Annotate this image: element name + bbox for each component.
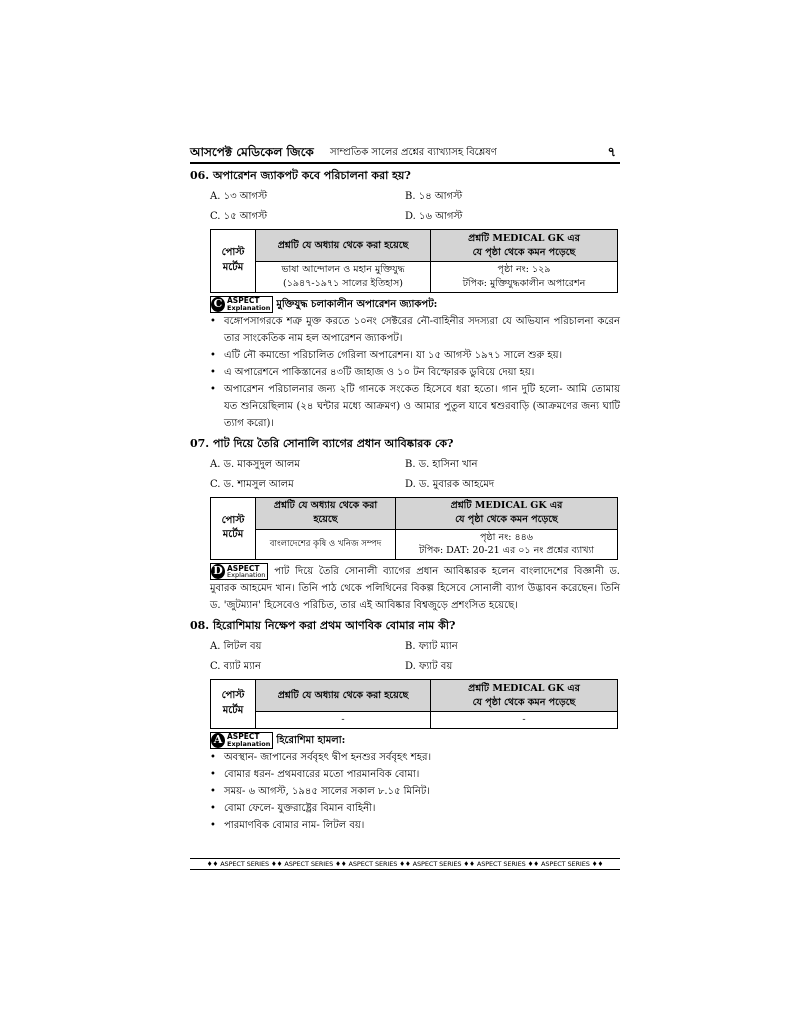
chapter-value: ভাষা আন্দোলন ও মহান মুক্তিযুদ্ধ (১৯৪৭-১৯৭১ সালের ইতিহাস)	[256, 262, 431, 293]
explanation-bullets	[210, 313, 620, 432]
aspect-explanation-badge: C ASPECT Explanation	[210, 296, 273, 313]
page-header	[190, 140, 620, 162]
aspect-explanation-badge: A ASPECT Explanation	[210, 732, 273, 749]
bullet-item: • বঙ্গোপসাগরকে শত্রু মুক্ত করতে ১০নং সেক্টরের নৌ-বাহিনীর সদস্যরা যে অভিযান পরিচালনা করেন তার সাংকেতিক নাম হল অপারেশন জ্যাকপট।	[210, 313, 620, 347]
postmortem-label: পোস্ট মর্টেম	[211, 230, 256, 293]
aspect-explanation-badge: D ASPECT Explanation	[210, 563, 268, 580]
option-b: B. ফ্যাট ম্যান	[405, 641, 458, 653]
page-content	[190, 140, 620, 834]
option-a: A. ১৩ আগস্ট	[210, 191, 268, 202]
option-d: D. ড. মুবারক আহমেদ	[405, 478, 495, 490]
postmortem-label: পোস্ট মর্টেম	[211, 497, 256, 560]
bullet-item: • সময়- ৬ আগস্ট, ১৯৪৫ সালের সকাল ৮.১৫ মিনিট।	[210, 783, 620, 800]
option-d: D. ১৬ আগস্ট	[405, 211, 463, 222]
page-heading: প্রশ্নটি MEDICAL GK এর যে পৃষ্ঠা থেকে কমন পড়েছে	[396, 497, 618, 529]
explanation-06	[210, 296, 620, 432]
book-title: আসপেক্ট মেডিকেল জিকে	[190, 145, 314, 159]
page-heading: প্রশ্নটি MEDICAL GK এর যে পৃষ্ঠা থেকে কমন পড়েছে	[431, 680, 618, 712]
question-06: 06. অপারেশন জ্যাকপট কবে পরিচালনা করা হয়?	[190, 169, 411, 182]
answer-letter: C	[211, 297, 225, 312]
answer-letter: A	[211, 733, 225, 748]
options-08	[210, 639, 620, 676]
option-a: A. লিটল বয়	[210, 641, 262, 653]
bullet-item: • বোমা ফেলে- যুক্তরাষ্ট্রের বিমান বাহিনী।	[210, 800, 620, 817]
question-07: 07. পাট দিয়ে তৈরি সোনালি ব্যাগের প্রধান আবিষ্কারক কে?	[190, 436, 454, 450]
option-b: B. ১৪ আগস্ট	[405, 191, 463, 202]
bullet-item: • পারমাণবিক বোমার নাম- লিটল বয়।	[210, 817, 620, 834]
answer-letter: D	[211, 564, 225, 579]
options-07	[210, 457, 620, 494]
bullet-item: • অপারেশন পরিচালনার জন্য ২টি গানকে সংকেত হিসেবে ধরা হতো। গান দুটি হলো- আমি তোমায় যত শুনিয়েছিলাম (২৪ ঘন্টার মধ্যে আক্রমণ) ও আমার পুতুল যাবে শ্বশুরবাড়ি (আক্রমণের জন্য ঘাটি ত্যাগ করো)।	[210, 381, 620, 432]
explanation-07	[210, 563, 620, 614]
option-b: B. ড. হাসিনা খান	[405, 458, 478, 470]
explanation-heading: C ASPECT Explanation মুক্তিযুদ্ধ চলাকালীন অপারেশন জ্যাকপট:	[210, 296, 620, 313]
explanation-08	[210, 732, 620, 834]
chapter-heading: প্রশ্নটি যে অধ্যায় থেকে করা হয়েছে	[256, 680, 431, 712]
bullet-item: • অবস্থান- জাপানের সর্ববৃহৎ দ্বীপ হনশুর সর্ববৃহৎ শহর।	[210, 749, 620, 766]
page-value: পৃষ্ঠা নং: ১২৯ টপিক: মুক্তিযুদ্ধকালীন অপারেশন	[431, 262, 618, 293]
postmortem-table-07	[210, 497, 618, 561]
explanation-bullets	[210, 749, 620, 834]
option-c: C. ব্যাট ম্যান	[210, 661, 261, 673]
series-footer: ♦♦ ASPECT SERIES ♦♦ ASPECT SERIES ♦♦ ASPECT SERIES ♦♦ ASPECT SERIES ♦♦ ASPECT SERIES ♦♦ ASPECT SERIES ♦♦	[190, 858, 620, 870]
chapter-value: -	[256, 712, 431, 729]
option-d: D. ফ্যাট বয়	[405, 661, 453, 673]
section-title: সাম্প্রতিক সালের প্রশ্নের ব্যাখ্যাসহ বিশ্লেষণ	[330, 147, 497, 158]
chapter-heading: প্রশ্নটি যে অধ্যায় থেকে করা হয়েছে	[256, 230, 431, 262]
options-06	[210, 189, 620, 226]
question-08: 08. হিরোশিমায় নিক্ষেপ করা প্রথম আণবিক বোমার নাম কী?	[190, 619, 456, 633]
explanation-text: পাট দিয়ে তৈরি সোনালী ব্যাগের প্রধান আবিষ্কারক হলেন বাংলাদেশের বিজ্ঞানী ড. মুবারক আহমেদ খান। তিনি পাঠ থেকে পলিথিনের বিকল্প হিসেবে সোনালী ব্যাগ উদ্ভাবন করেছেন। তিনি ড. 'জুটম্যান' হিসেবেও পরিচিত, তার এই আবিষ্কার বিশ্বজুড়ে প্রশংসিত হয়েছে।	[210, 566, 620, 612]
bullet-item: • এটি নৌ কমান্ডো পরিচালিত গেরিলা অপারেশন। যা ১৫ আগস্ট ১৯৭১ সালে শুরু হয়।	[210, 347, 620, 364]
page-heading: প্রশ্নটি MEDICAL GK এর যে পৃষ্ঠা থেকে কমন পড়েছে	[431, 230, 618, 262]
option-c: C. ড. শামসুল আলম	[210, 478, 294, 490]
option-c: C. ১৫ আগস্ট	[210, 211, 268, 222]
postmortem-table-08	[210, 679, 618, 729]
chapter-heading: প্রশ্নটি যে অধ্যায় থেকে করা হয়েছে	[256, 497, 396, 529]
explanation-heading: A ASPECT Explanation হিরোশিমা হামলা:	[210, 732, 620, 749]
postmortem-label: পোস্ট মর্টেম	[211, 680, 256, 729]
page-value: -	[431, 712, 618, 729]
bullet-item: • বোমার ধরন- প্রথমবারের মতো পারমানবিক বোমা।	[210, 766, 620, 783]
chapter-value: বাংলাদেশের কৃষি ও খনিজ সম্পদ	[256, 529, 396, 560]
postmortem-table-06	[210, 229, 618, 293]
page-value: পৃষ্ঠা নং: ৪৪৬ টপিক: DAT: 20-21 এর ০১ নং প্রশ্নের ব্যাখ্যা	[396, 529, 618, 560]
option-a: A. ড. মাকসুদুল আলম	[210, 458, 300, 470]
page-number: ৭	[607, 145, 616, 160]
bullet-item: • এ অপারেশনে পাকিস্তানের ৪৩টি জাহাজ ও ১০ টন বিস্ফোরক ডুবিয়ে দেয়া হয়।	[210, 364, 620, 381]
